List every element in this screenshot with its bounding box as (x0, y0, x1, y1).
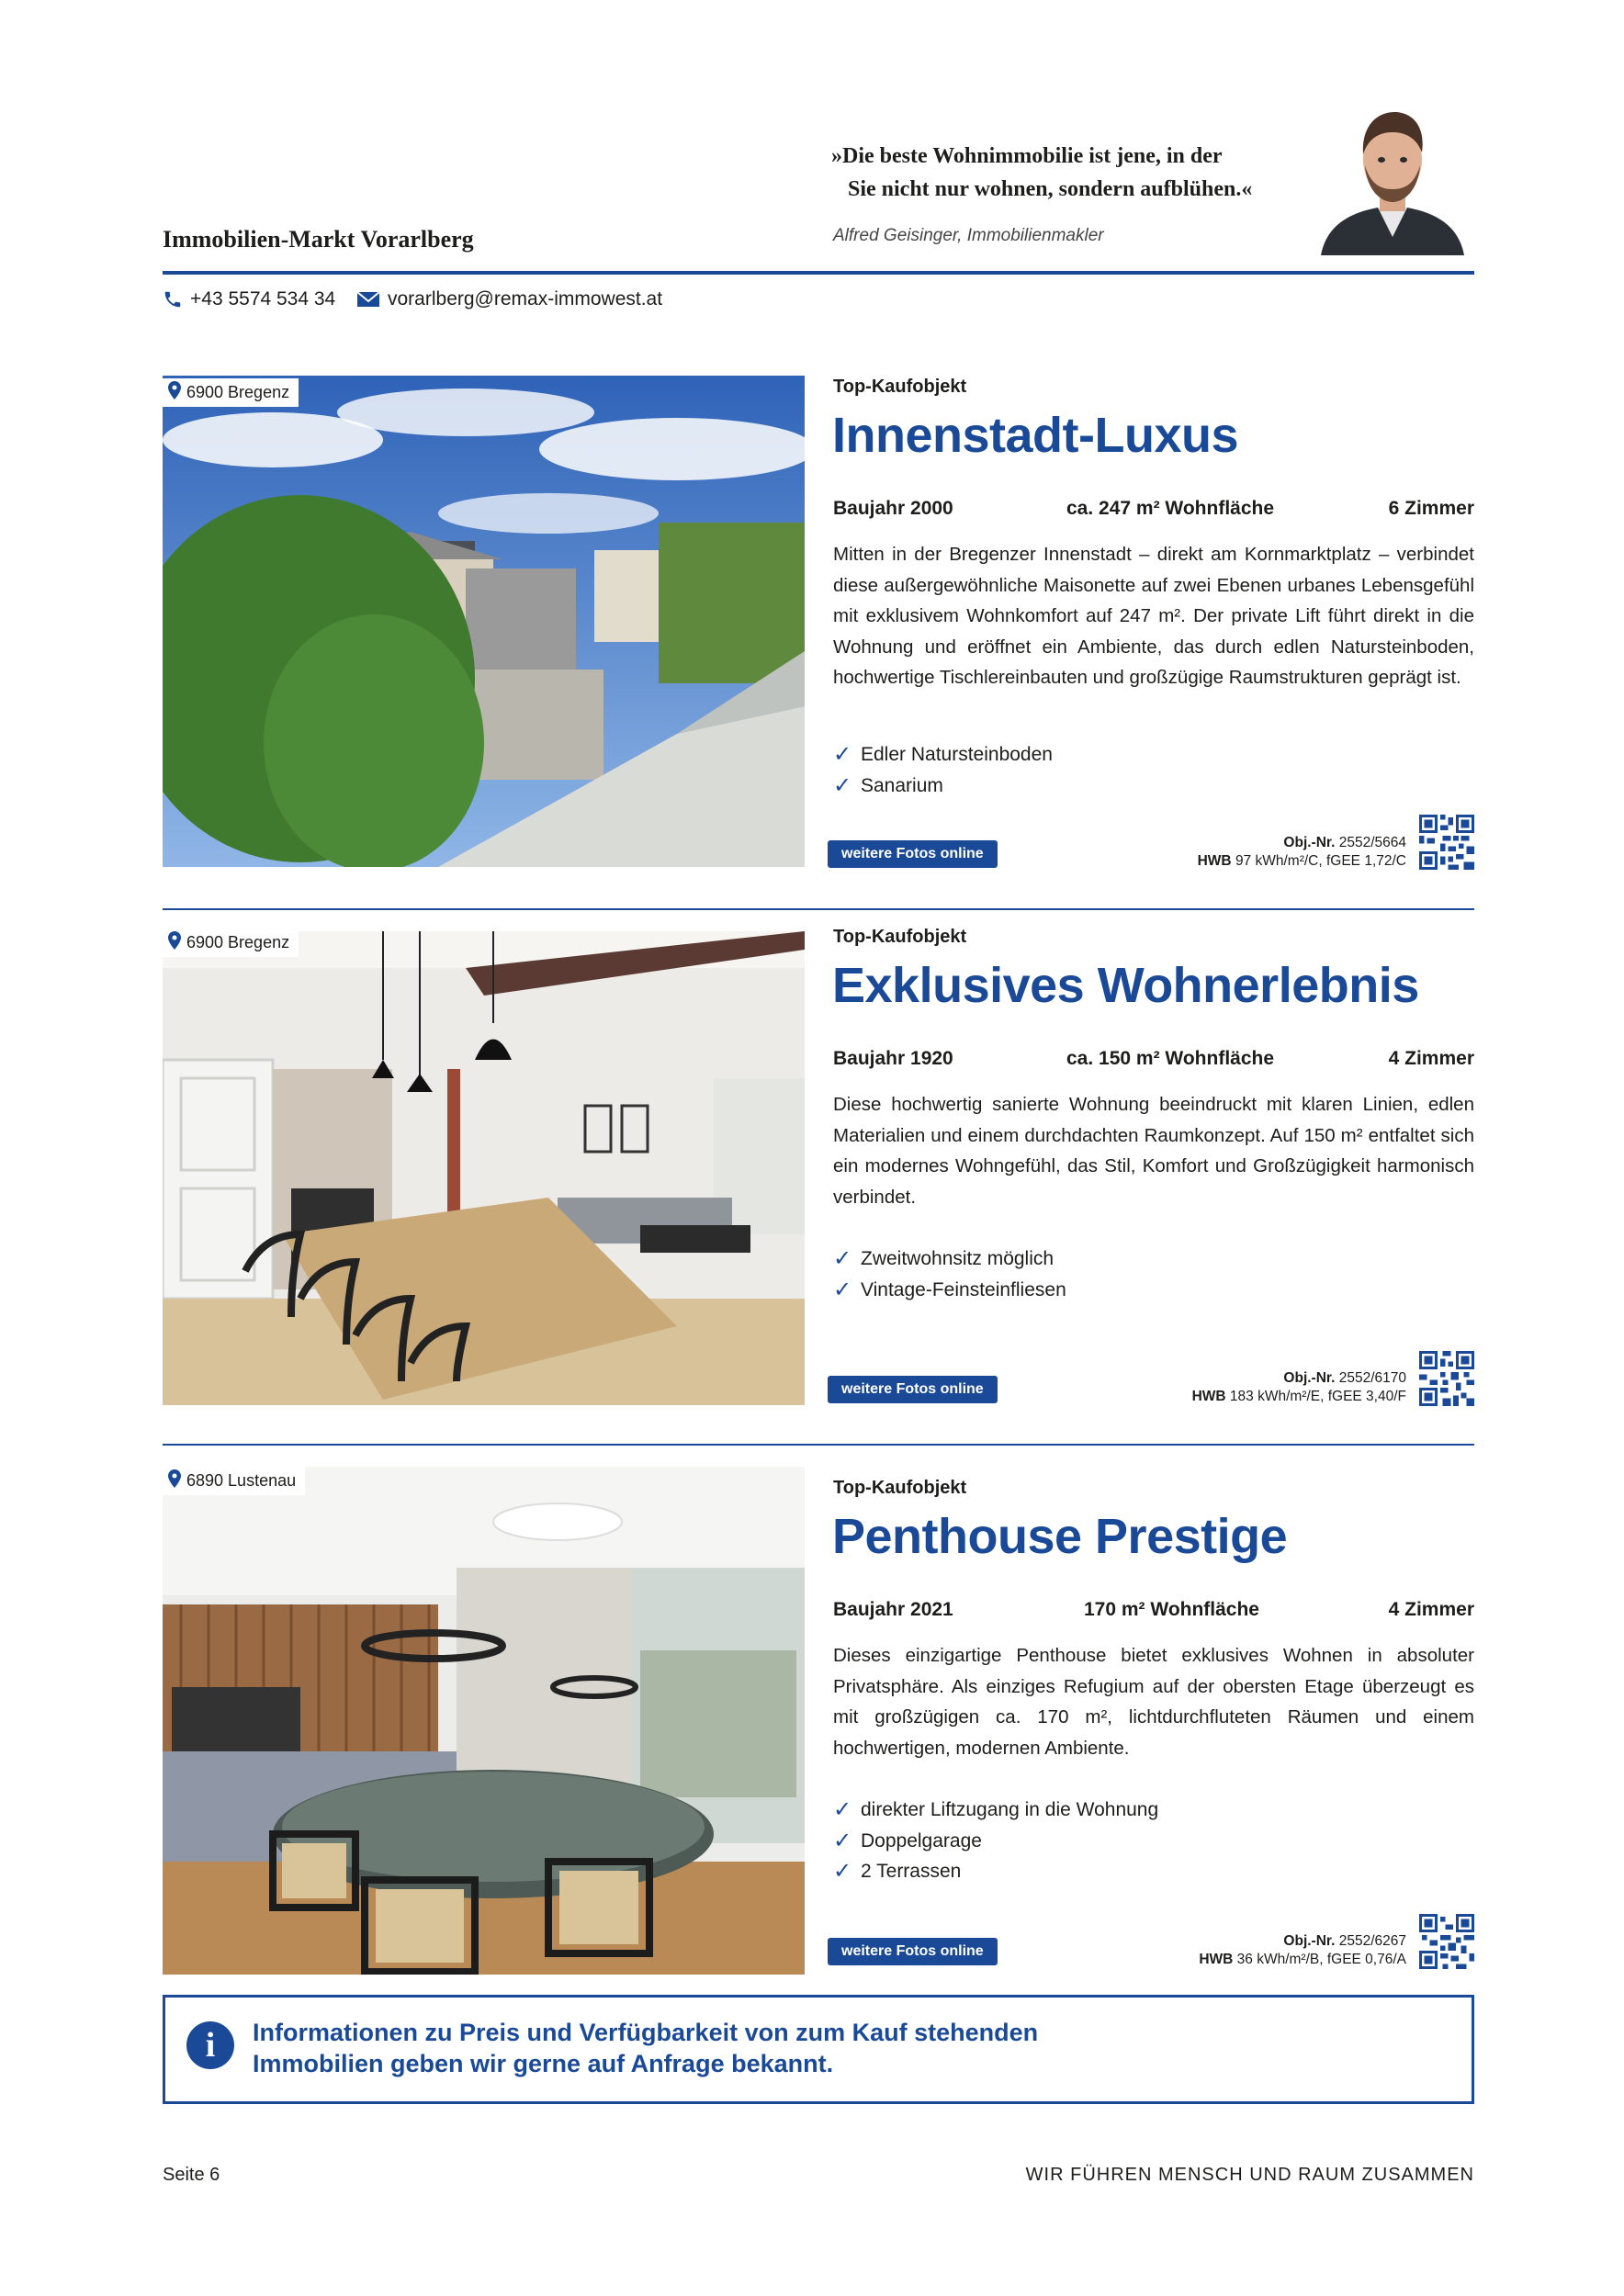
listing-3-more-photos-button[interactable]: weitere Fotos online (828, 1938, 998, 1965)
listing-2-more-photos-button[interactable]: weitere Fotos online (828, 1376, 998, 1403)
location-label: 6900 Bregenz (186, 933, 290, 951)
listing-divider (163, 908, 1474, 910)
living-area: ca. 150 m² Wohnfläche (1066, 1048, 1275, 1069)
check-icon: ✓ (833, 1277, 852, 1302)
check-icon: ✓ (833, 742, 852, 767)
listing-3-kicker: Top-Kaufobjekt (833, 1478, 967, 1498)
listing-2-object-info: Obj.-Nr. 2552/6170 HWB 183 kWh/m²/E, fGEE 3,40/F (1191, 1370, 1406, 1404)
room-count: 4 Zimmer (1388, 1048, 1474, 1069)
phone-number: +43 5574 534 34 (190, 288, 336, 310)
location-label: 6900 Bregenz (186, 383, 290, 401)
check-icon: ✓ (833, 772, 852, 798)
feature-item: ✓ Doppelgarage (833, 1826, 1474, 1857)
listing-1-more-photos-button[interactable]: weitere Fotos online (828, 840, 998, 868)
listing-2-description: Diese hochwertig sanierte Wohnung beeindruckt mit klaren Linien, edlen Materialien und einem durchdachten Raumkonzept. Auf 150 m² entfaltet sich ein modernes Wohngefühl, das Stil, Komfort und Großzügigkeit harmonisch verbindet. (833, 1094, 1474, 1208)
check-icon: ✓ (833, 1246, 852, 1271)
listing-3-description: Dieses einzigartige Penthouse bietet exklusives Wohnen in absoluter Privatsphäre. Als einziges Refugium auf der obersten Etage überzeugt es mit großzügigen ca. 170 m², lichtdurchfluteten Räumen und einem hochwertigen, modernen Ambiente. (833, 1645, 1474, 1759)
contact-phone[interactable] (163, 288, 335, 310)
listing-1-kicker: Top-Kaufobjekt (833, 377, 967, 397)
room-count: 6 Zimmer (1388, 498, 1474, 519)
listing-1-location (163, 378, 299, 407)
contact-email[interactable] (356, 288, 662, 310)
feature-item: ✓ direkter Liftzugang in die Wohnung (833, 1795, 1474, 1826)
listing-2-location (163, 929, 299, 957)
living-area: ca. 247 m² Wohnfläche (1066, 498, 1275, 519)
check-icon: ✓ (833, 1828, 852, 1853)
info-text (253, 2017, 1171, 2079)
quote-line-2: Sie nicht nur wohnen, sondern aufblühen.« (848, 177, 1253, 201)
quote-line-1: »Die beste Wohnimmobilie ist jene, in der (831, 144, 1223, 168)
listing-2-title: Exklusives Wohnerlebnis (832, 958, 1419, 1013)
feature-item: ✓ Vintage-Feinsteinfliesen (833, 1275, 1474, 1306)
listing-3-object-info: Obj.-Nr. 2552/6267 HWB 36 kWh/m²/B, fGEE 0,76/A (1199, 1933, 1406, 1967)
listing-2-photo (163, 931, 805, 1405)
listing-3-title: Penthouse Prestige (832, 1509, 1288, 1564)
feature-item: ✓ 2 Terrassen (833, 1856, 1474, 1887)
listing-3-features (833, 1795, 1474, 1887)
info-line-1: Informationen zu Preis und Verfügbarkeit von zum Kauf stehenden (253, 2019, 1039, 2046)
check-icon: ✓ (833, 1797, 852, 1822)
listing-2-features (833, 1244, 1474, 1305)
year-built: Baujahr 2021 (833, 1599, 953, 1620)
envelope-icon (356, 290, 380, 309)
location-label: 6890 Lustenau (186, 1471, 297, 1490)
year-built: Baujahr 1920 (833, 1048, 953, 1069)
agent-portrait (1314, 99, 1472, 255)
qr-code-icon[interactable] (1419, 815, 1474, 870)
info-line-2: Immobilien geben wir gerne auf Anfrage bekannt. (253, 2050, 834, 2077)
living-area: 170 m² Wohnfläche (1084, 1599, 1259, 1620)
page-number: Seite 6 (163, 2165, 220, 2185)
feature-item: ✓ Sanarium (833, 771, 1474, 802)
room-count: 4 Zimmer (1388, 1599, 1474, 1620)
year-built: Baujahr 2000 (833, 498, 953, 519)
listing-3-location (163, 1467, 305, 1495)
location-pin-icon (168, 1469, 181, 1492)
check-icon: ✓ (833, 1859, 852, 1884)
listing-3-photo (163, 1467, 805, 1975)
feature-item: ✓ Zweitwohnsitz möglich (833, 1244, 1474, 1275)
listing-1-title: Innenstadt-Luxus (832, 408, 1239, 463)
listing-divider (163, 1444, 1474, 1446)
feature-item: ✓ Edler Natursteinboden (833, 739, 1474, 771)
listing-1-photo (163, 376, 805, 867)
listing-1-description: Mitten in der Bregenzer Innenstadt – direkt am Kornmarktplatz – verbindet diese außergewöhnliche Maisonette auf zwei Ebenen urbanes Lebensgefühl mit exklusivem Wohnkomfort auf 247 m². Der private Lift führt direkt in die Wohnung und eröffnet ein Ambiente, das durch edlen Natursteinboden, hochwertige Tischlereinbauten und großzügige Raumstrukturen geprägt ist. (833, 544, 1474, 688)
location-pin-icon (168, 931, 181, 954)
qr-code-icon[interactable] (1419, 1914, 1474, 1969)
listing-1-features (833, 739, 1474, 801)
listing-1-object-info: Obj.-Nr. 2552/5664 HWB 97 kWh/m²/C, fGEE 1,72/C (1197, 835, 1406, 869)
header-divider (163, 271, 1474, 275)
magazine-title: Immobilien-Markt Vorarlberg (163, 226, 474, 253)
footer-slogan: WIR FÜHREN MENSCH UND RAUM ZUSAMMEN (1025, 2165, 1474, 2185)
email-address: vorarlberg@remax-immowest.at (388, 288, 663, 310)
phone-icon (163, 289, 183, 310)
info-icon: i (186, 2021, 234, 2069)
qr-code-icon[interactable] (1419, 1351, 1474, 1406)
quote-author: Alfred Geisinger, Immobilienmakler (833, 226, 1104, 245)
header-quote (831, 140, 1346, 206)
listing-2-kicker: Top-Kaufobjekt (833, 927, 967, 947)
location-pin-icon (168, 381, 181, 404)
